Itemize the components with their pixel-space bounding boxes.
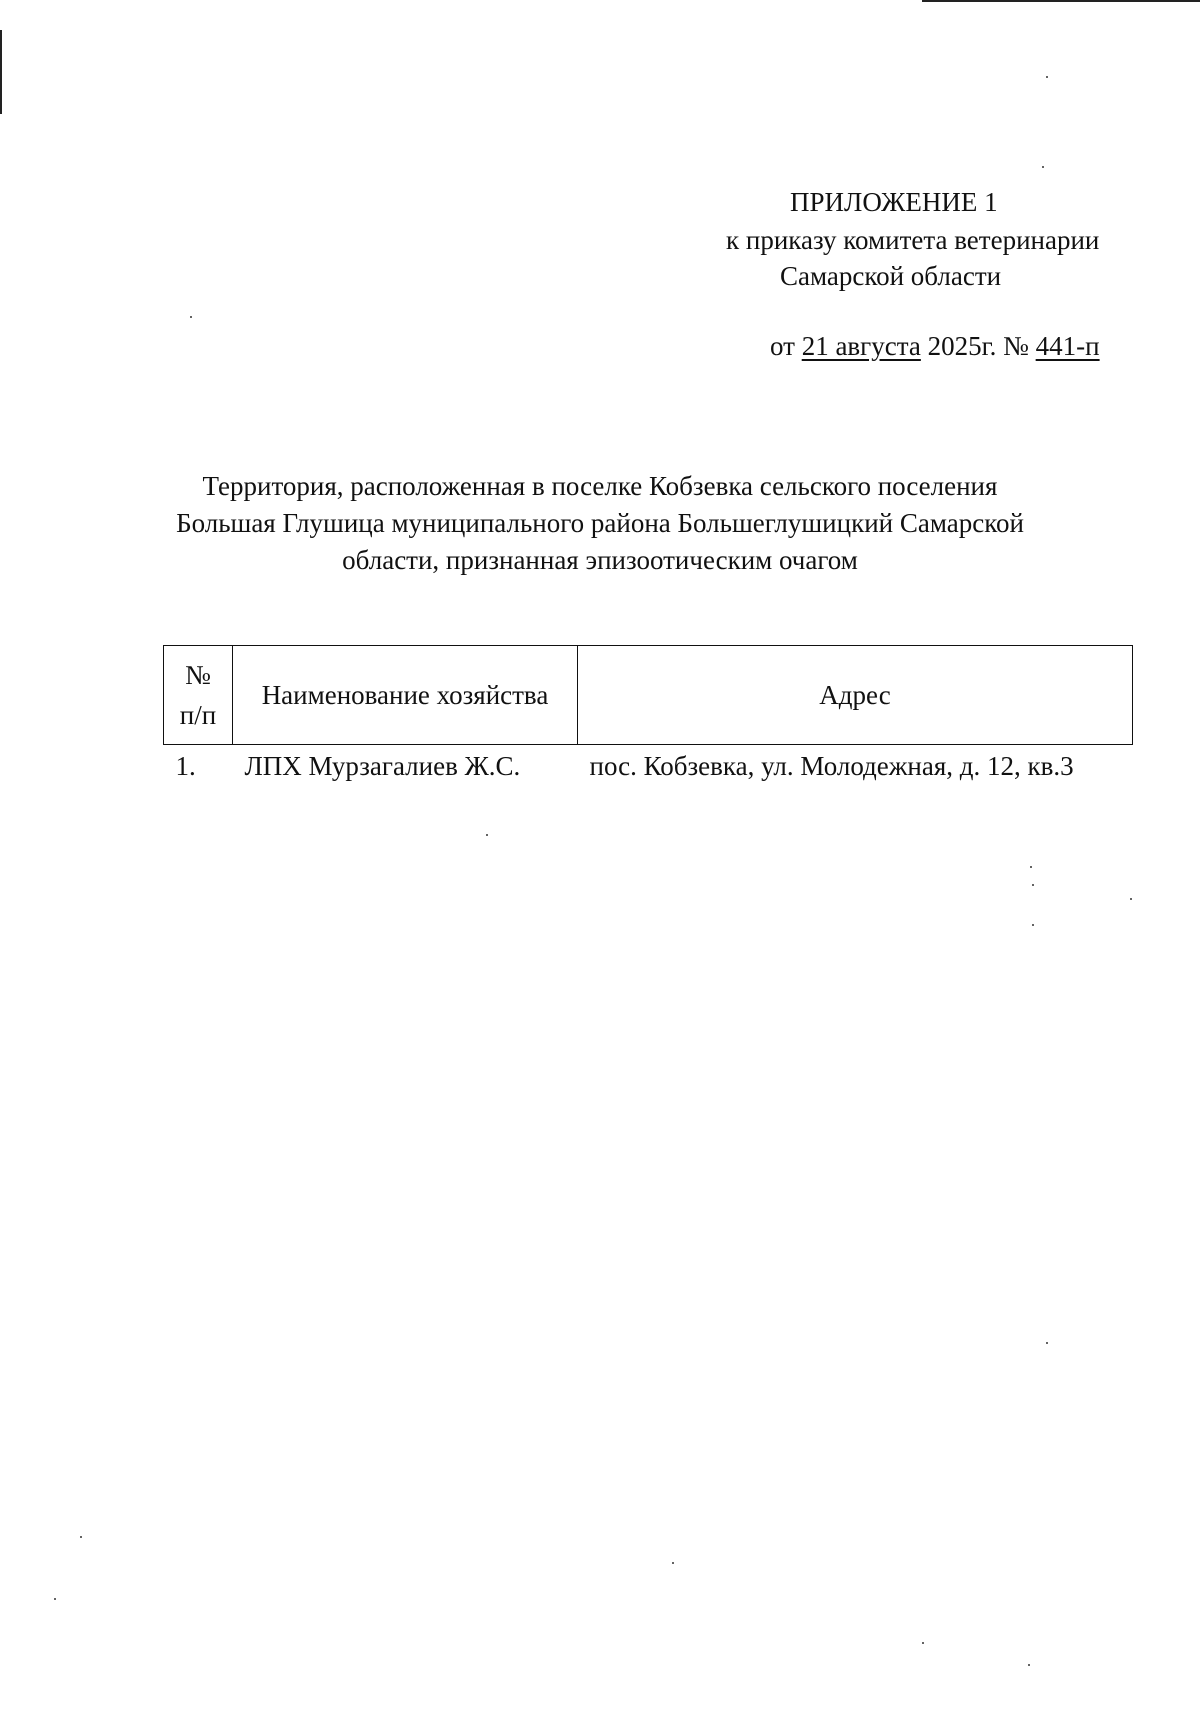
appendix-title: ПРИЛОЖЕНИЕ 1 — [790, 187, 998, 217]
scan-speck — [922, 1642, 924, 1644]
order-number: 441-п — [1035, 331, 1100, 361]
scan-border-line — [0, 30, 2, 114]
row-farm-name: ЛПХ Мурзагалиев Ж.С. — [244, 751, 521, 781]
heading-line: Большая Глушица муниципального района Большеглушицкий Самарской — [176, 508, 1024, 538]
appendix-order-reference: к приказу комитета ветеринарии — [726, 225, 1100, 255]
header-number-label: п/п — [179, 700, 217, 730]
document-heading — [150, 468, 1050, 579]
farms-table — [163, 645, 1133, 782]
appendix-date-line — [770, 330, 1100, 362]
farms-table-container — [163, 645, 1133, 782]
order-date: 21 августа — [801, 331, 921, 361]
row-number: 1. — [175, 751, 196, 781]
heading-line: области, признанная эпизоотическим очагом — [342, 545, 858, 575]
scan-speck — [486, 834, 488, 836]
scan-speck — [80, 1536, 82, 1538]
scan-speck — [1028, 1664, 1030, 1666]
header-number-sign: № — [185, 660, 211, 690]
header-farm-name: Наименование хозяйства — [233, 646, 578, 745]
scan-speck — [672, 1562, 674, 1564]
heading-line: Территория, расположенная в поселке Кобзевка сельского поселения — [202, 471, 998, 501]
scan-speck — [190, 316, 192, 318]
scan-speck — [1130, 898, 1132, 900]
scan-speck — [1042, 166, 1044, 168]
scan-speck — [1046, 76, 1048, 78]
scan-speck — [1046, 1342, 1048, 1344]
scan-speck — [1032, 884, 1034, 886]
table-row — [164, 745, 1133, 783]
row-address: пос. Кобзевка, ул. Молодежная, д. 12, кв.3 — [589, 751, 1074, 781]
appendix-region: Самарской области — [780, 261, 1002, 291]
scan-speck — [1032, 924, 1034, 926]
scan-border-line — [922, 0, 1200, 2]
header-address: Адрес — [578, 646, 1133, 745]
table-header-row — [164, 646, 1133, 745]
header-number — [164, 646, 233, 745]
date-mid: 2025г. № — [920, 331, 1036, 361]
scan-speck — [1030, 866, 1032, 868]
date-prefix: от — [770, 331, 802, 361]
scan-speck — [54, 1598, 56, 1600]
